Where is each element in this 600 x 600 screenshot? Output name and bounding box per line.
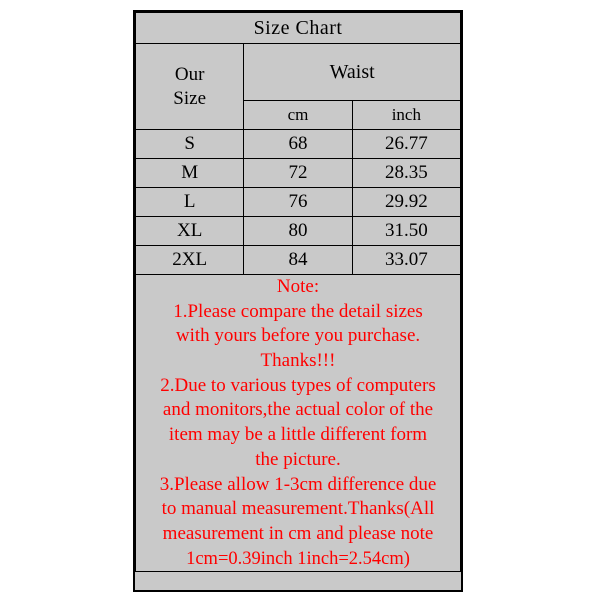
note-line: 1.Please compare the detail sizes	[173, 300, 423, 322]
table-row	[136, 246, 461, 275]
note-line: measurement in cm and please note	[162, 522, 434, 544]
cell-cm: 80	[244, 217, 352, 246]
cell-inch: 28.35	[352, 159, 460, 188]
cell-cm: 72	[244, 159, 352, 188]
our-size-header-line1: Our	[174, 63, 205, 85]
cell-cm: 68	[244, 130, 352, 159]
note-line: item may be a little different form	[168, 424, 428, 446]
note-heading: Note:	[276, 276, 320, 297]
table-row-title	[136, 13, 461, 44]
unit-inch-header: inch	[352, 101, 460, 130]
table-row	[136, 130, 461, 159]
note-line: with yours before you purchase.	[175, 325, 421, 347]
waist-header: Waist	[244, 44, 461, 101]
cell-inch: 31.50	[352, 217, 460, 246]
cell-size: S	[136, 130, 244, 159]
cell-size: 2XL	[136, 246, 244, 275]
cell-inch: 26.77	[352, 130, 460, 159]
chart-title: Size Chart	[136, 13, 461, 44]
note-line: 1cm=0.39inch 1inch=2.54cm)	[186, 548, 410, 569]
cell-size: L	[136, 188, 244, 217]
table-row	[136, 188, 461, 217]
size-chart-panel	[133, 10, 463, 592]
note-line: to manual measurement.Thanks(All	[161, 498, 435, 520]
our-size-header-line2: Size	[173, 87, 207, 109]
table-row	[136, 159, 461, 188]
cell-size: M	[136, 159, 244, 188]
cell-cm: 76	[244, 188, 352, 217]
cell-cm: 84	[244, 246, 352, 275]
cell-inch: 33.07	[352, 246, 460, 275]
note-line: the picture.	[255, 448, 341, 470]
cell-inch: 29.92	[352, 188, 460, 217]
table-row-header-measure	[136, 44, 461, 101]
table-row	[136, 217, 461, 246]
note-section	[136, 275, 461, 572]
note-line: and monitors,the actual color of the	[162, 399, 434, 421]
note-line: 2.Due to various types of computers	[160, 374, 436, 396]
unit-cm-header: cm	[244, 101, 352, 130]
note-line: 3.Please allow 1-3cm difference due	[159, 473, 437, 495]
note-line: Thanks!!!	[260, 350, 336, 372]
table-row-note	[136, 275, 461, 572]
cell-size: XL	[136, 217, 244, 246]
our-size-header	[136, 44, 244, 130]
note-block	[136, 275, 460, 571]
size-chart-table	[135, 12, 461, 572]
